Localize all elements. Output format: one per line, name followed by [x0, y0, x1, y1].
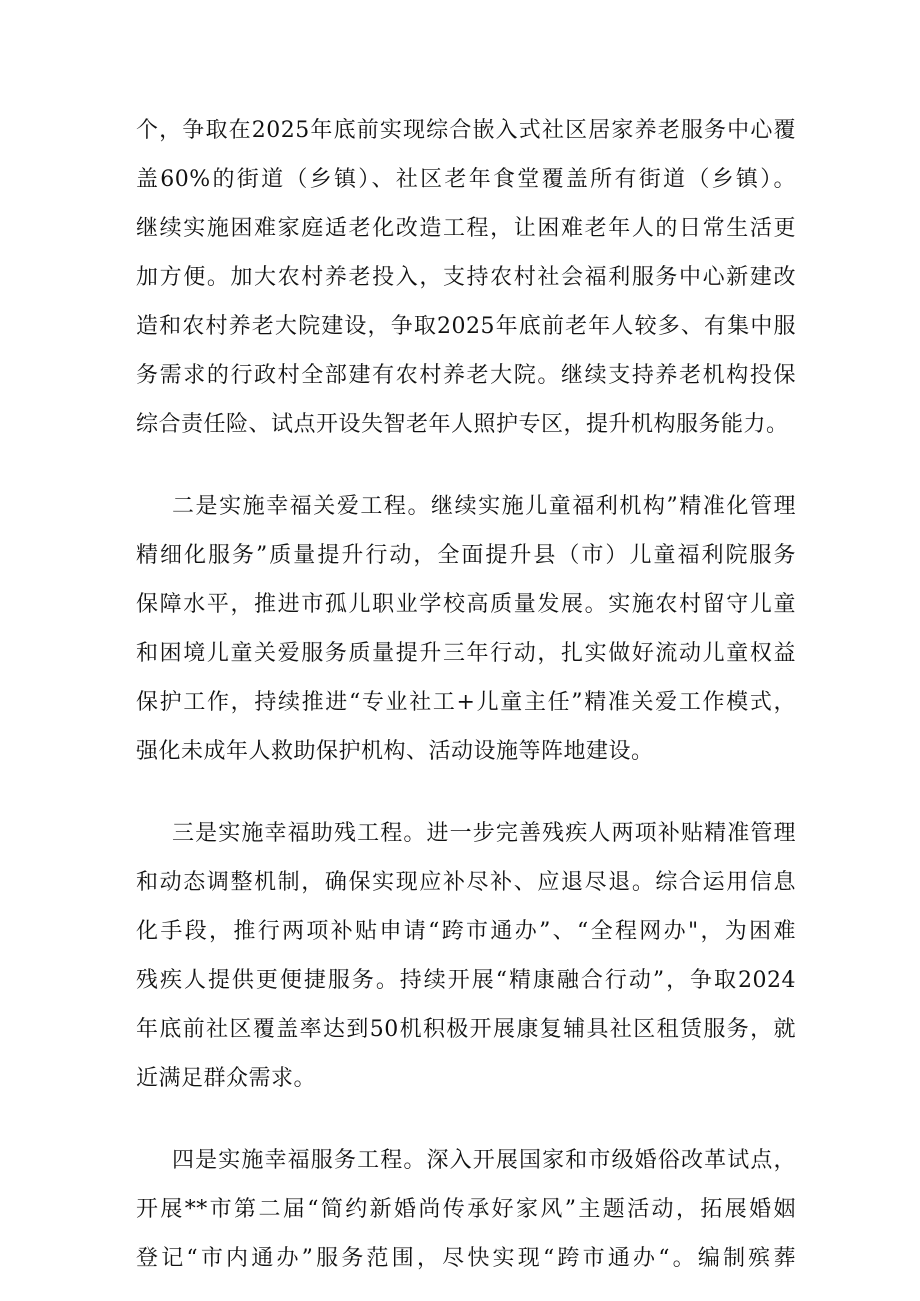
- text-line: 保护工作，持续推进“专业社工+儿童主任”精准关爱工作模式，: [136, 690, 796, 715]
- text-line: 强化未成年人救助保护机构、活动设施等阵地建设。: [136, 739, 654, 764]
- text-line: 造和农村养老大院建设，争取2025年底前老年人较多、有集中服: [136, 314, 796, 339]
- paragraph-disability-aid: [136, 809, 796, 1103]
- paragraph-services: [136, 1136, 796, 1283]
- text-line: 和困境儿童关爱服务质量提升三年行动，扎实做好流动儿童权益: [136, 641, 796, 666]
- paragraph-elderly-care: [136, 106, 796, 449]
- text-line: 近满足群众需求。: [136, 1066, 317, 1091]
- paragraph-gap: [136, 449, 796, 482]
- paragraph-child-care: [136, 482, 796, 776]
- text-line: 二是实施幸福关爱工程。继续实施儿童福利机构”精准化管理: [172, 494, 796, 519]
- text-line: 保障水平，推进市孤儿职业学校高质量发展。实施农村留守儿童: [136, 592, 796, 617]
- text-line: 继续实施困难家庭适老化改造工程，让困难老年人的日常生活更: [136, 216, 796, 241]
- text-line: 加方便。加大农村养老投入，支持农村社会福利服务中心新建改: [136, 265, 796, 290]
- text-line: 综合责任险、试点开设失智老年人照护专区，提升机构服务能力。: [136, 412, 789, 437]
- paragraph-gap: [136, 776, 796, 809]
- text-line: 盖60%的街道（乡镇）、社区老年食堂覆盖所有街道（乡镇）。: [136, 167, 796, 192]
- text-line: 化手段，推行两项补贴申请“跨市通办”、“全程网办"，为困难: [136, 919, 796, 944]
- text-line: 四是实施幸福服务工程。深入开展国家和市级婚俗改革试点，: [172, 1148, 796, 1173]
- text-line: 开展**市第二届“简约新婚尚传承好家风”主题活动，拓展婚姻: [136, 1197, 796, 1222]
- text-line: 个，争取在2025年底前实现综合嵌入式社区居家养老服务中心覆: [136, 118, 796, 143]
- text-line: 精细化服务”质量提升行动，全面提升县（市）儿童福利院服务: [136, 543, 796, 568]
- text-line: 年底前社区覆盖率达到50机积极开展康复辅具社区租赁服务，就: [136, 1017, 796, 1042]
- text-line: 务需求的行政村全部建有农村养老大院。继续支持养老机构投保: [136, 363, 796, 388]
- text-line: 和动态调整机制，确保实现应补尽补、应退尽退。综合运用信息: [136, 870, 796, 895]
- text-line: 残疾人提供更便捷服务。持续开展“精康融合行动”，争取2024: [136, 968, 796, 993]
- text-line: 三是实施幸福助残工程。进一步完善残疾人两项补贴精准管理: [172, 821, 796, 846]
- paragraph-gap: [136, 1103, 796, 1136]
- text-line: 登记“市内通办”服务范围，尽快实现“跨市通办“。编制殡葬: [136, 1246, 796, 1271]
- document-body: [136, 106, 796, 1283]
